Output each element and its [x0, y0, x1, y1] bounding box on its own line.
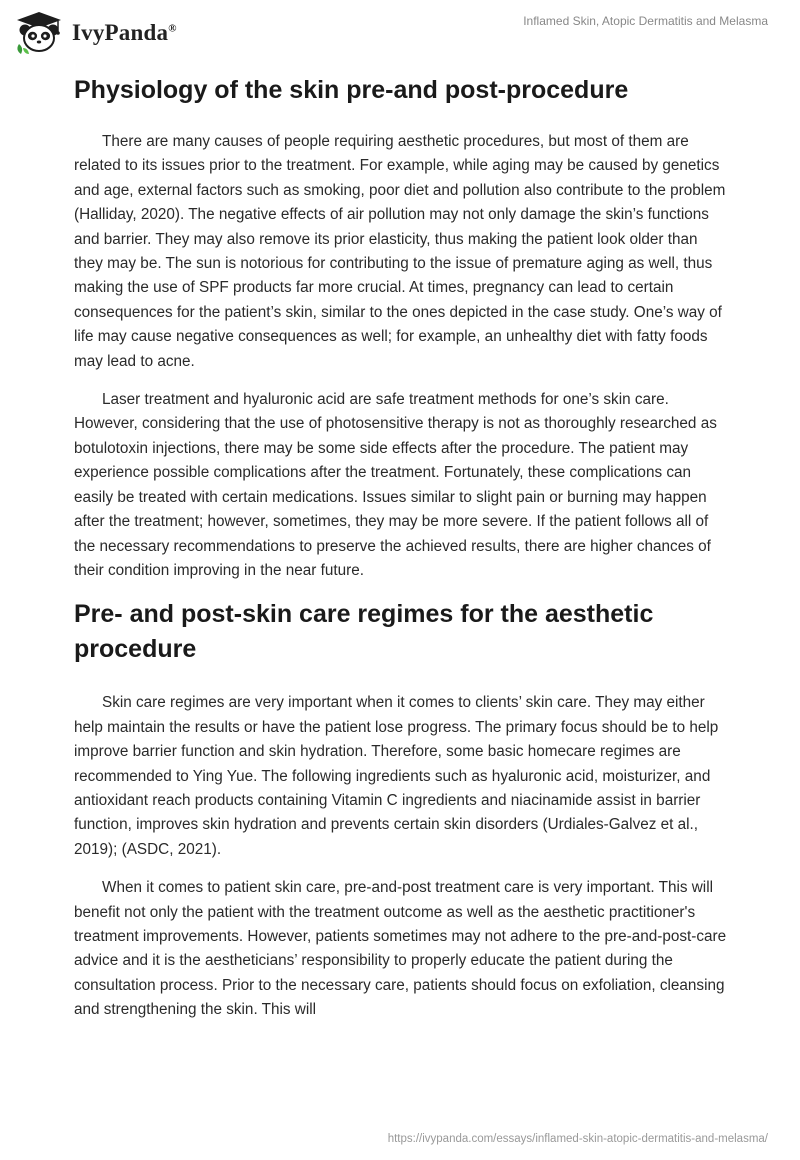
section-heading: Physiology of the skin pre-and post-procedure: [74, 76, 629, 104]
page-header: [0, 0, 800, 70]
paragraph: There are many causes of people requiring aesthetic procedures, but most of them are related to its issues prior to the treatment. For example, while aging may be caused by genetics and age, external factors such as smoking, poor diet and pollution also contribute to the problem (Halliday, 2020). The negative effects of air pollution may not only damage the skin’s functions and barrier. They may also remove its prior elasticity, thus making the patient look older than they may be. The sun is notorious for contributing to the issue of premature aging as well, thus making the use of SPF products far more crucial. At times, pregnancy can lead to certain consequences for the patient’s skin, similar to the ones depicted in the case study. One’s way of life may cause negative consequences as well; for example, an unhealthy diet with fatty foods may lead to acne.: [74, 133, 726, 370]
paragraph: When it comes to patient skin care, pre-and-post treatment care is very important. This will benefit not only the patient with the treatment outcome as well as the aesthetic practitioner's treatment improvements. However, patients sometimes may not adhere to the pre-and-post-care advice and it is the aestheticians’ responsibility to properly educate the patient during the consultation process. Prior to the necessary care, patients should focus on exfoliation, cleansing and strengthening the skin. This will: [74, 879, 727, 1019]
ivypanda-logo[interactable]: [14, 10, 177, 56]
article-body: [74, 70, 728, 1037]
paragraph: Skin care regimes are very important when it comes to clients’ skin care. They may either help maintain the results or have the patient lose progress. The primary focus should be to help improve barrier function and skin hydration. Therefore, some basic homecare regimes are recommended to Ying Yue. The following ingredients such as hyaluronic acid, moisturizer, and antioxidant reach products containing Vitamin C ingredients and niacinamide assist in barrier function, improves skin hydration and prevents certain skin disorders (Urdiales-Galvez et al., 2019); (ASDC, 2021).: [74, 694, 719, 858]
paragraph: Laser treatment and hyaluronic acid are safe treatment methods for one’s skin care. However, considering that the use of photosensitive therapy is not as thoroughly researched as botulotoxin injections, there may be some side effects after the procedure. The patient may experience possible complications after the treatment. Fortunately, these complications can easily be treated with certain medications. Issues similar to slight pain or burning may happen after the treatment; however, sometimes, they may be more severe. If the patient follows all of the necessary recommendations to preserve the achieved results, there are higher chances of their condition improving in the near future.: [74, 391, 717, 579]
section-heading: Pre- and post-skin care regimes for the aesthetic procedure: [74, 600, 654, 664]
source-url[interactable]: https://ivypanda.com/essays/inflamed-skin-atopic-dermatitis-and-melasma/: [387, 1133, 768, 1145]
brand-name: IvyPanda®: [72, 20, 177, 45]
document-title: Inflamed Skin, Atopic Dermatitis and Melasma: [523, 14, 768, 28]
panda-graduate-icon: [14, 10, 64, 56]
